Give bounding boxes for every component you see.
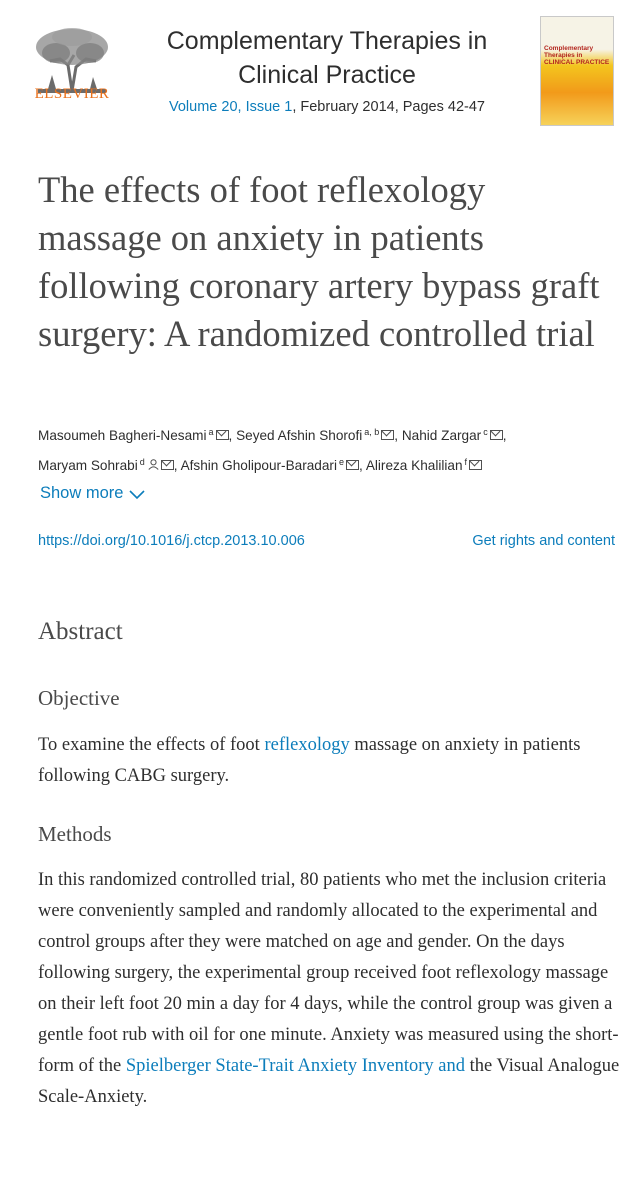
author-affiliation: c xyxy=(483,427,488,437)
show-more-label: Show more xyxy=(40,484,124,502)
email-icon[interactable] xyxy=(469,460,482,470)
email-icon[interactable] xyxy=(490,430,503,440)
issue-info xyxy=(128,99,526,115)
abstract-heading: Abstract xyxy=(38,618,123,645)
author-name[interactable]: Seyed Afshin Shorofi xyxy=(236,428,363,443)
issue-date-pages: , February 2014, Pages 42-47 xyxy=(292,99,485,115)
author-name[interactable]: Alireza Khalilian xyxy=(365,458,463,473)
objective-text xyxy=(38,730,623,792)
person-icon[interactable] xyxy=(148,459,159,470)
objective-heading: Objective xyxy=(38,686,120,710)
stai-link[interactable]: Spielberger State-Trait Anxiety Inventory and xyxy=(125,1056,465,1076)
publisher-name: ELSEVIER xyxy=(34,86,110,102)
author-name[interactable]: Maryam Sohrabi xyxy=(38,458,138,473)
show-more-button[interactable] xyxy=(40,484,145,503)
objective-text-part: massage on anxiety in patients following CABG surgery. xyxy=(38,735,581,786)
author-name[interactable]: Afshin Gholipour-Baradari xyxy=(180,458,337,473)
journal-title-link[interactable]: Complementary Therapies in Clinical Practice xyxy=(166,27,488,89)
article-title: The effects of foot reflexology massage on anxiety in patients following coronary artery bypass graft surgery: A randomized controlled trial xyxy=(38,169,600,354)
author-name[interactable]: Masoumeh Bagheri-Nesami xyxy=(38,428,207,443)
methods-text xyxy=(38,865,623,1113)
issue-link[interactable]: Volume 20, Issue 1 xyxy=(169,99,293,115)
email-icon[interactable] xyxy=(216,430,229,440)
author-affiliation: a xyxy=(208,427,214,437)
chevron-down-icon xyxy=(129,490,145,500)
author-affiliation: a, b xyxy=(364,427,380,437)
email-icon[interactable] xyxy=(381,430,394,440)
methods-heading: Methods xyxy=(38,822,112,846)
author-affiliation: f xyxy=(464,457,468,467)
email-icon[interactable] xyxy=(346,460,359,470)
author-affiliation: d xyxy=(139,457,145,467)
article-header xyxy=(0,0,635,140)
author-list: Masoumeh Bagheri-Nesami $^a$ , Seyed Afshin Shorofi $^{a, b}$ , Nahid Zargar $^c$ , Maryam Sohrabi $^d$ , Afshin Gholipour-Baradari $^e$ , Alireza Khalilian $^f$ xyxy=(38,427,507,473)
journal-cover-image[interactable] xyxy=(540,16,614,126)
cover-title: Complementary Therapies in CLINICAL PRACTICE xyxy=(544,45,610,66)
doi-link[interactable]: https://doi.org/10.1016/j.ctcp.2013.10.006 xyxy=(38,533,305,549)
author-name[interactable]: Nahid Zargar xyxy=(401,428,482,443)
rights-link[interactable]: Get rights and content xyxy=(472,533,615,549)
email-icon[interactable] xyxy=(161,460,174,470)
author-affiliation: e xyxy=(338,457,344,467)
objective-text-part: To examine the effects of foot xyxy=(38,735,265,755)
methods-text-part: the Visual Analogue Scale-Anxiety. xyxy=(38,1056,620,1107)
reflexology-link[interactable]: reflexology xyxy=(264,735,350,755)
methods-text-part: In this randomized controlled trial, 80 patients who met the inclusion criteria were conveniently sampled and randomly allocated to the experimental and control groups after they were matched on age and gender. On the days following surgery, the experimental group received foot reflexology massage on their left foot 20 min a day for 4 days, while the control group was given a gentle foot rub with oil for one minute. Anxiety was measured using the short-form of the xyxy=(38,870,619,1076)
